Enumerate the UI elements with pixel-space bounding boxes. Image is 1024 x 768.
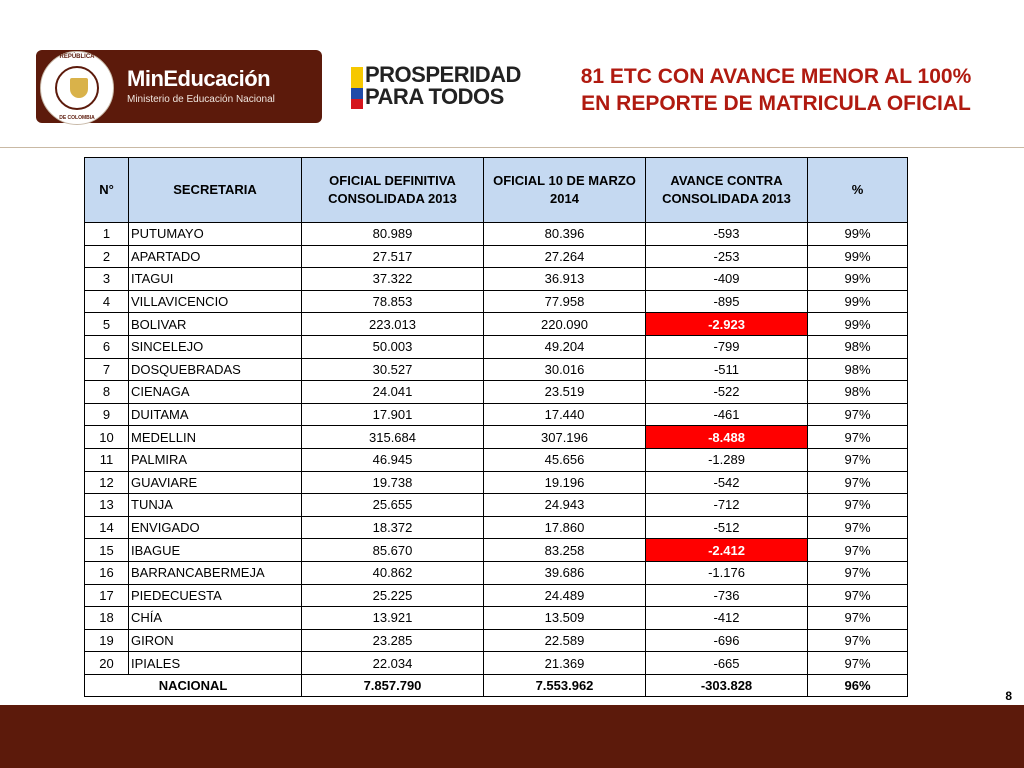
cell-avance: -542 <box>646 471 808 494</box>
footer-bar <box>0 705 1024 768</box>
table-row <box>85 629 908 652</box>
table-row <box>85 358 908 381</box>
cell-pct: 97% <box>808 607 908 630</box>
seal-ring <box>55 66 99 110</box>
header-oficial-2013: OFICIAL DEFINITIVA CONSOLIDADA 2013 <box>302 158 484 223</box>
total-avance: -303.828 <box>646 674 808 697</box>
cell-avance: -799 <box>646 335 808 358</box>
cell-pct: 98% <box>808 381 908 404</box>
cell-avance: -2.412 <box>646 539 808 562</box>
cell-oficial-2014: 19.196 <box>484 471 646 494</box>
cell-avance: -511 <box>646 358 808 381</box>
cell-secretaria: DUITAMA <box>129 403 302 426</box>
cell-pct: 98% <box>808 335 908 358</box>
cell-pct: 99% <box>808 313 908 336</box>
cell-oficial-2014: 21.369 <box>484 652 646 675</box>
cell-pct: 97% <box>808 516 908 539</box>
cell-secretaria: APARTADO <box>129 245 302 268</box>
cell-secretaria: PUTUMAYO <box>129 223 302 246</box>
page-title <box>530 63 1022 117</box>
cell-n: 6 <box>85 335 129 358</box>
cell-pct: 97% <box>808 561 908 584</box>
table-row <box>85 494 908 517</box>
cell-n: 8 <box>85 381 129 404</box>
cell-oficial-2014: 77.958 <box>484 290 646 313</box>
cell-oficial-2013: 223.013 <box>302 313 484 336</box>
cell-n: 3 <box>85 268 129 291</box>
page-number: 8 <box>1005 689 1012 703</box>
table-header-row <box>85 158 908 223</box>
cell-oficial-2014: 27.264 <box>484 245 646 268</box>
cell-oficial-2013: 17.901 <box>302 403 484 426</box>
cell-avance: -1.289 <box>646 448 808 471</box>
table-row <box>85 652 908 675</box>
cell-oficial-2014: 45.656 <box>484 448 646 471</box>
cell-avance: -895 <box>646 290 808 313</box>
cell-n: 20 <box>85 652 129 675</box>
cell-pct: 97% <box>808 584 908 607</box>
cell-oficial-2014: 17.860 <box>484 516 646 539</box>
table-row <box>85 584 908 607</box>
cell-pct: 97% <box>808 539 908 562</box>
table-row <box>85 245 908 268</box>
cell-n: 17 <box>85 584 129 607</box>
total-label: NACIONAL <box>85 674 302 697</box>
total-pct: 96% <box>808 674 908 697</box>
cell-oficial-2013: 46.945 <box>302 448 484 471</box>
cell-n: 11 <box>85 448 129 471</box>
cell-avance: -712 <box>646 494 808 517</box>
cell-pct: 97% <box>808 494 908 517</box>
cell-avance: -593 <box>646 223 808 246</box>
cell-n: 9 <box>85 403 129 426</box>
cell-secretaria: IPIALES <box>129 652 302 675</box>
cell-secretaria: PALMIRA <box>129 448 302 471</box>
cell-oficial-2013: 18.372 <box>302 516 484 539</box>
cell-n: 16 <box>85 561 129 584</box>
cell-n: 14 <box>85 516 129 539</box>
cell-n: 2 <box>85 245 129 268</box>
cell-n: 19 <box>85 629 129 652</box>
table-row <box>85 539 908 562</box>
title-line-2: EN REPORTE DE MATRICULA OFICIAL <box>581 92 971 115</box>
cell-pct: 97% <box>808 629 908 652</box>
cell-oficial-2013: 24.041 <box>302 381 484 404</box>
slogan-line-1: PROSPERIDAD <box>365 62 521 87</box>
cell-oficial-2014: 39.686 <box>484 561 646 584</box>
table-row <box>85 313 908 336</box>
cell-avance: -461 <box>646 403 808 426</box>
cell-avance: -1.176 <box>646 561 808 584</box>
cell-oficial-2014: 80.396 <box>484 223 646 246</box>
header-n: N° <box>85 158 129 223</box>
header-oficial-2014: OFICIAL 10 DE MARZO 2014 <box>484 158 646 223</box>
cell-n: 7 <box>85 358 129 381</box>
title-line-1: 81 ETC CON AVANCE MENOR AL 100% <box>580 65 972 88</box>
header-pct: % <box>808 158 908 223</box>
cell-secretaria: VILLAVICENCIO <box>129 290 302 313</box>
cell-oficial-2014: 30.016 <box>484 358 646 381</box>
table-row <box>85 335 908 358</box>
cell-n: 4 <box>85 290 129 313</box>
cell-secretaria: TUNJA <box>129 494 302 517</box>
cell-oficial-2013: 80.989 <box>302 223 484 246</box>
cell-oficial-2013: 22.034 <box>302 652 484 675</box>
cell-pct: 99% <box>808 290 908 313</box>
cell-oficial-2014: 24.943 <box>484 494 646 517</box>
cell-pct: 97% <box>808 652 908 675</box>
cell-oficial-2013: 13.921 <box>302 607 484 630</box>
cell-secretaria: MEDELLIN <box>129 426 302 449</box>
cell-oficial-2013: 85.670 <box>302 539 484 562</box>
table-row <box>85 426 908 449</box>
cell-pct: 98% <box>808 358 908 381</box>
cell-oficial-2013: 30.527 <box>302 358 484 381</box>
cell-pct: 97% <box>808 403 908 426</box>
cell-avance: -512 <box>646 516 808 539</box>
cell-n: 5 <box>85 313 129 336</box>
cell-oficial-2014: 307.196 <box>484 426 646 449</box>
cell-oficial-2013: 40.862 <box>302 561 484 584</box>
cell-avance: -522 <box>646 381 808 404</box>
prosperidad-logo <box>365 64 521 108</box>
cell-n: 13 <box>85 494 129 517</box>
table-row <box>85 471 908 494</box>
cell-pct: 97% <box>808 448 908 471</box>
cell-oficial-2013: 50.003 <box>302 335 484 358</box>
seal-text-bottom: DE COLOMBIA <box>59 115 95 121</box>
table-row <box>85 223 908 246</box>
cell-avance: -409 <box>646 268 808 291</box>
cell-oficial-2014: 83.258 <box>484 539 646 562</box>
cell-avance: -736 <box>646 584 808 607</box>
table-row <box>85 403 908 426</box>
cell-oficial-2013: 23.285 <box>302 629 484 652</box>
cell-pct: 99% <box>808 223 908 246</box>
cell-oficial-2014: 220.090 <box>484 313 646 336</box>
cell-secretaria: GIRON <box>129 629 302 652</box>
brand-subtitle: Ministerio de Educación Nacional <box>127 94 275 105</box>
cell-oficial-2014: 17.440 <box>484 403 646 426</box>
cell-n: 15 <box>85 539 129 562</box>
cell-n: 10 <box>85 426 129 449</box>
table-row <box>85 516 908 539</box>
cell-oficial-2014: 23.519 <box>484 381 646 404</box>
table-row <box>85 290 908 313</box>
cell-n: 1 <box>85 223 129 246</box>
cell-oficial-2013: 25.225 <box>302 584 484 607</box>
cell-secretaria: IBAGUE <box>129 539 302 562</box>
header-divider <box>0 147 1024 148</box>
cell-pct: 97% <box>808 426 908 449</box>
table-row <box>85 607 908 630</box>
cell-avance: -8.488 <box>646 426 808 449</box>
cell-oficial-2013: 19.738 <box>302 471 484 494</box>
colombia-seal-icon <box>40 51 114 125</box>
cell-oficial-2014: 36.913 <box>484 268 646 291</box>
cell-avance: -253 <box>646 245 808 268</box>
cell-pct: 99% <box>808 268 908 291</box>
header-secretaria: SECRETARIA <box>129 158 302 223</box>
cell-pct: 99% <box>808 245 908 268</box>
total-oficial-2013: 7.857.790 <box>302 674 484 697</box>
cell-oficial-2014: 13.509 <box>484 607 646 630</box>
cell-secretaria: BARRANCABERMEJA <box>129 561 302 584</box>
total-oficial-2014: 7.553.962 <box>484 674 646 697</box>
cell-pct: 97% <box>808 471 908 494</box>
shield-icon <box>70 78 88 98</box>
cell-oficial-2013: 25.655 <box>302 494 484 517</box>
cell-secretaria: BOLIVAR <box>129 313 302 336</box>
cell-oficial-2013: 37.322 <box>302 268 484 291</box>
slogan-line-2: PARA TODOS <box>365 84 504 109</box>
enrollment-table <box>84 157 908 697</box>
table-row <box>85 381 908 404</box>
cell-secretaria: GUAVIARE <box>129 471 302 494</box>
cell-oficial-2013: 78.853 <box>302 290 484 313</box>
cell-avance: -412 <box>646 607 808 630</box>
cell-oficial-2013: 27.517 <box>302 245 484 268</box>
cell-oficial-2014: 22.589 <box>484 629 646 652</box>
colombia-flag-icon <box>351 67 363 109</box>
brand-name: MinEducación <box>127 66 271 91</box>
cell-avance: -2.923 <box>646 313 808 336</box>
cell-n: 18 <box>85 607 129 630</box>
table-row <box>85 448 908 471</box>
cell-n: 12 <box>85 471 129 494</box>
table-row <box>85 561 908 584</box>
cell-secretaria: CHÍA <box>129 607 302 630</box>
cell-secretaria: ITAGUI <box>129 268 302 291</box>
cell-avance: -696 <box>646 629 808 652</box>
header-avance: AVANCE CONTRA CONSOLIDADA 2013 <box>646 158 808 223</box>
cell-secretaria: CIENAGA <box>129 381 302 404</box>
cell-secretaria: ENVIGADO <box>129 516 302 539</box>
table-row <box>85 268 908 291</box>
cell-oficial-2013: 315.684 <box>302 426 484 449</box>
cell-oficial-2014: 24.489 <box>484 584 646 607</box>
cell-secretaria: DOSQUEBRADAS <box>129 358 302 381</box>
cell-secretaria: PIEDECUESTA <box>129 584 302 607</box>
slide-header <box>0 0 1024 148</box>
cell-secretaria: SINCELEJO <box>129 335 302 358</box>
cell-oficial-2014: 49.204 <box>484 335 646 358</box>
seal-text-top: REPÚBLICA <box>59 54 95 60</box>
total-row <box>85 674 908 697</box>
cell-avance: -665 <box>646 652 808 675</box>
